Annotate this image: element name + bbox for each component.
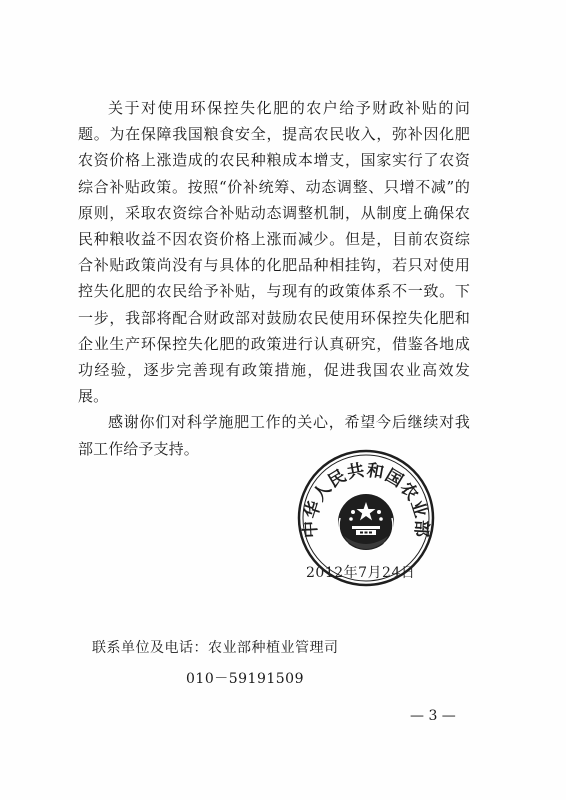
letter-body [78,95,470,462]
contact-phone: 010－59191509 [186,671,304,687]
seal-ring-text: 中华人民共和国农业部 [300,460,432,539]
page-number: — 3 — [410,708,456,724]
paragraph-closing-thanks: 感谢你们对科学施肥工作的关心，希望今后继续对我部工作给予支持。 [78,413,470,458]
issue-date: 2012年7月24日 [306,565,416,581]
paragraph-subsidy-issue: 关于对使用环保控失化肥的农户给予财政补贴的问题。为在保障我国粮食安全，提高农民收入，弥补因化肥农资价格上涨造成的农民种粮成本增支，国家实行了农资综合补贴政策。按照“价补统筹、动态调整、只增不减”的原则，采取农资综合补贴动态调整机制，从制度上确保农民种粮收益不因农资价格上涨而减少。但是，目前农资综合补贴政策尚没有与具体的化肥品种相挂钩，若只对使用控失化肥的农民给予补贴，与现有的政策体系不一致。下一步，我部将配合财政部对鼓励农民使用环保控失化肥和企业生产环保控失化肥的政策进行认真研究，借鉴各地成功经验，逐步完善现有政策措施，促进我国农业高效发展。 [78,99,470,406]
contact-label: 联系单位及电话：农业部种植业管理司 [92,640,339,656]
national-emblem-icon [338,494,394,550]
